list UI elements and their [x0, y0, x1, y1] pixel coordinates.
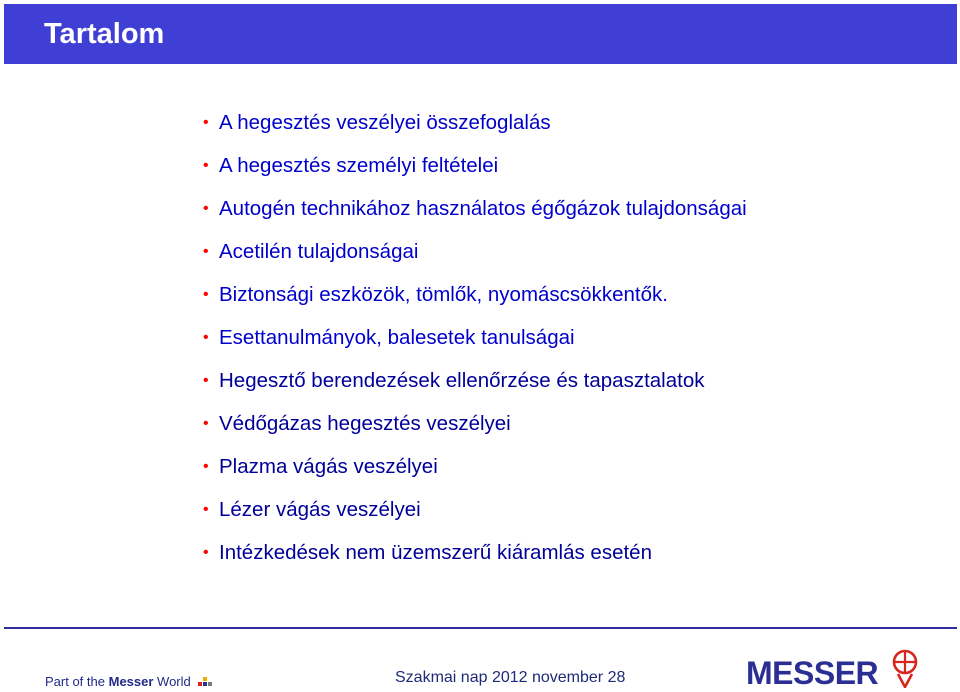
- title-bar: [4, 4, 957, 64]
- footer-tagline-suffix: World: [157, 674, 191, 689]
- bullet-icon: •: [203, 544, 209, 561]
- toc-item-label: Acetilén tulajdonságai: [219, 240, 419, 263]
- bullet-icon: •: [203, 415, 209, 432]
- footer-tagline-brand: Messer: [108, 674, 154, 689]
- bullet-icon: •: [203, 286, 209, 303]
- toc-item: [203, 405, 747, 448]
- toc-item-label: Esettanulmányok, balesetek tanulságai: [219, 326, 575, 349]
- toc-item-label: Autogén technikához használatos égőgázok tulajdonságai: [219, 197, 747, 220]
- toc-item-label: A hegesztés személyi feltételei: [219, 154, 499, 177]
- bullet-icon: •: [203, 243, 209, 260]
- bullet-icon: •: [203, 458, 209, 475]
- bullet-icon: •: [203, 501, 209, 518]
- page-title: Tartalom: [44, 18, 165, 50]
- toc-item-label: Hegesztő berendezések ellenőrzése és tapasztalatok: [219, 369, 705, 392]
- toc-item: [203, 190, 747, 233]
- toc-item: [203, 491, 747, 534]
- toc-item: [203, 104, 747, 147]
- bullet-icon: •: [203, 372, 209, 389]
- toc-item: [203, 448, 747, 491]
- toc-item: [203, 147, 747, 190]
- footer-tagline-prefix: Part of the: [45, 674, 105, 689]
- toc-item: [203, 362, 747, 405]
- toc-item-label: A hegesztés veszélyei összefoglalás: [219, 111, 551, 134]
- toc-item-label: Biztonsági eszközök, tömlők, nyomáscsökkentők.: [219, 283, 668, 306]
- toc-item-label: Lézer vágás veszélyei: [219, 498, 421, 521]
- messer-logo-text: MESSER: [746, 655, 879, 691]
- toc-item: [203, 534, 747, 577]
- bullet-icon: •: [203, 329, 209, 346]
- toc-list: [203, 104, 747, 577]
- toc-item-label: Intézkedések nem üzemszerű kiáramlás esetén: [219, 541, 652, 564]
- toc-item: [203, 276, 747, 319]
- bullet-icon: •: [203, 200, 209, 217]
- footer-tagline: [45, 674, 214, 689]
- toc-item-label: Plazma vágás veszélyei: [219, 455, 438, 478]
- bullet-icon: •: [203, 114, 209, 131]
- footer-event: Szakmai nap 2012 november 28: [395, 669, 626, 686]
- toc-item-label: Védőgázas hegesztés veszélyei: [219, 412, 511, 435]
- footer-divider: [4, 627, 957, 629]
- bullet-icon: •: [203, 157, 209, 174]
- toc-item: [203, 319, 747, 362]
- toc-item: [203, 233, 747, 276]
- messer-emblem-icon: [888, 648, 922, 688]
- mini-squares-icon: [198, 675, 214, 687]
